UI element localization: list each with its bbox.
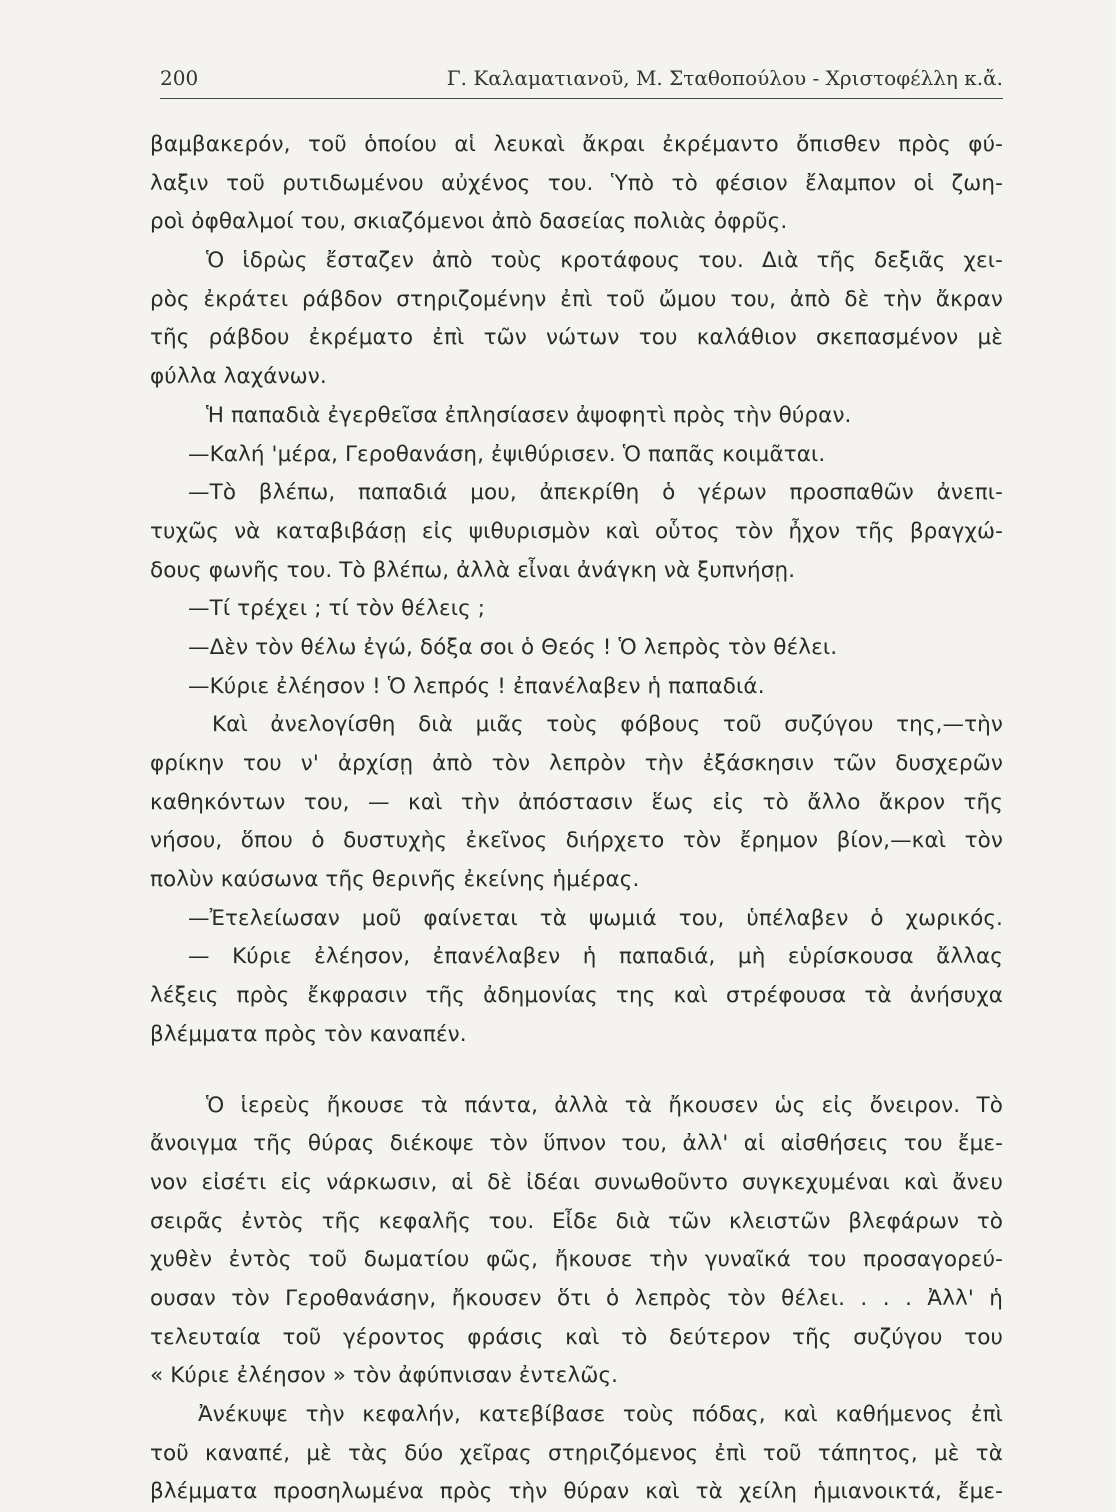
text-line: —Τὸ βλέπω, παπαδιά μου, ἀπεκρίθη ὁ γέρων προσπαθῶν ἀνεπι- — [188, 480, 1003, 506]
running-title: Γ. Καλαματιανοῦ, Μ. Σταθοπούλου - Χριστοφέλλη κ.ἄ. — [446, 66, 1003, 90]
text-line: λέξεις πρὸς ἔκφρασιν τῆς ἀδημονίας της καὶ στρέφουσα τὰ ἀνήσυχα — [150, 983, 1003, 1009]
text-line: νήσου, ὅπου ὁ δυστυχὴς ἐκεῖνος διήρχετο τὸν ἔρημον βίον,—καὶ τὸν — [150, 828, 1003, 854]
page-header — [160, 66, 1003, 100]
text-line: ρὸς ἐκράτει ράβδον στηριζομένην ἐπὶ τοῦ ὤμου του, ἀπὸ δὲ τὴν ἄκραν — [150, 286, 1003, 312]
text-line: φύλλα λαχάνων. — [150, 364, 327, 390]
text-line: Ὁ ἱερεὺς ἤκουσε τὰ πάντα, ἀλλὰ τὰ ἤκουσεν ὡς εἰς ὄνειρον. Τὸ — [206, 1092, 1003, 1118]
text-line: βαμβακερόν, τοῦ ὁποίου αἱ λευκαὶ ἄκραι ἐκρέμαντο ὄπισθεν πρὸς φύ- — [150, 132, 1003, 157]
text-line: φρίκην του ν' ἀρχίσῃ ἀπὸ τὸν λεπρὸν τὴν ἐξάσκησιν τῶν δυσχερῶν — [150, 751, 1003, 776]
text-line: χυθὲν ἐντὸς τοῦ δωματίου φῶς, ἤκουσε τὴν γυναῖκά του προσαγορεύ- — [150, 1247, 1003, 1273]
text-line: Ἀνέκυψε τὴν κεφαλήν, κατεβίβασε τοὺς πόδας, καὶ καθήμενος ἐπὶ — [198, 1402, 1003, 1427]
text-line: βλέμματα πρὸς τὸν καναπέν. — [150, 1021, 467, 1047]
text-line: —Ἐτελείωσαν μοῦ φαίνεται τὰ ψωμιά του, ὑπέλαβεν ὁ χωρικός. — [188, 905, 1003, 931]
text-line: Ὁ ἱδρὼς ἔσταζεν ἀπὸ τοὺς κροτάφους του. Διὰ τῆς δεξιᾶς χει- — [206, 248, 1003, 274]
text-line: —Τί τρέχει ; τί τὸν θέλεις ; — [188, 596, 486, 622]
text-line: καθηκόντων του, — καὶ τὴν ἀπόστασιν ἕως εἰς τὸ ἄλλο ἄκρον τῆς — [150, 789, 1003, 815]
text-line: Καὶ ἀνελογίσθη διὰ μιᾶς τοὺς φόβους τοῦ συζύγου της,—τὴν — [212, 712, 1003, 738]
text-line: λαξιν τοῦ ρυτιδωμένου αὐχένος του. Ὑπὸ τὸ φέσιον ἔλαμπον οἱ ζωη- — [150, 170, 1003, 196]
text-line: νον εἰσέτι εἰς νάρκωσιν, αἱ δὲ ἰδέαι συνωθοῦντο συγκεχυμέναι καὶ ἄνευ — [150, 1169, 1003, 1195]
text-line: — Κύριε ἐλέησον, ἐπανέλαβεν ἡ παπαδιά, μὴ εὑρίσκουσα ἄλλας — [188, 944, 1003, 970]
text-line: σειρᾶς ἐντὸς τῆς κεφαλῆς του. Εἶδε διὰ τῶν κλειστῶν βλεφάρων τὸ — [150, 1208, 1003, 1234]
text-line: ροὶ ὀφθαλμοί του, σκιαζόμενοι ἀπὸ δασείας πολιὰς ὀφρῦς. — [150, 209, 788, 235]
text-line: ουσαν τὸν Γεροθανάσην, ἤκουσεν ὅτι ὁ λεπρὸς τὸν θέλει. . . . Ἀλλ' ἡ — [150, 1285, 1003, 1311]
text-line: τυχῶς νὰ καταβιβάσῃ εἰς ψιθυρισμὸν καὶ οὗτος τὸν ἦχον τῆς βραγχώ- — [150, 518, 1003, 544]
text-line: —Καλή 'μέρα, Γεροθανάση, ἐψιθύρισεν. Ὁ παπᾶς κοιμᾶται. — [188, 441, 826, 467]
text-line: τελευταία τοῦ γέροντος φράσις καὶ τὸ δεύτερον τῆς συζύγου του — [150, 1324, 1003, 1350]
body-text — [150, 126, 1003, 1512]
text-line: τοῦ καναπέ, μὲ τὰς δύο χεῖρας στηριζόμενος ἐπὶ τοῦ τάπητος, μὲ τὰ — [150, 1440, 1003, 1466]
text-line: —Κύριε ἐλέησον ! Ὁ λεπρός ! ἐπανέλαβεν ἡ παπαδιά. — [188, 673, 765, 699]
text-line: « Κύριε ἐλέησον » τὸν ἀφύπνισαν ἐντελῶς. — [150, 1363, 619, 1389]
text-line: βλέμματα προσηλωμένα πρὸς τὴν θύραν καὶ τὰ χείλη ἡμιανοικτά, ἔμε- — [150, 1479, 1003, 1505]
header-rule — [160, 98, 1003, 99]
page-number: 200 — [160, 66, 199, 90]
text-line: πολὺν καύσωνα τῆς θερινῆς ἐκείνης ἡμέρας. — [150, 867, 640, 893]
text-line: ἄνοιγμα τῆς θύρας διέκοψε τὸν ὕπνον του, ἀλλ' αἱ αἰσθήσεις του ἔμε- — [150, 1131, 1003, 1157]
text-line: Ἡ παπαδιὰ ἐγερθεῖσα ἐπλησίασεν ἀψοφητὶ πρὸς τὴν θύραν. — [206, 402, 852, 428]
paragraph-gap — [150, 1055, 1003, 1087]
text-line: δους φωνῆς του. Τὸ βλέπω, ἀλλὰ εἶναι ἀνάγκη νὰ ξυπνήσῃ. — [150, 557, 796, 583]
text-line: τῆς ράβδου ἐκρέματο ἐπὶ τῶν νώτων του καλάθιον σκεπασμένον μὲ — [150, 325, 1003, 351]
text-line: —Δὲν τὸν θέλω ἐγώ, δόξα σοι ὁ Θεός ! Ὁ λεπρὸς τὸν θέλει. — [188, 634, 838, 660]
